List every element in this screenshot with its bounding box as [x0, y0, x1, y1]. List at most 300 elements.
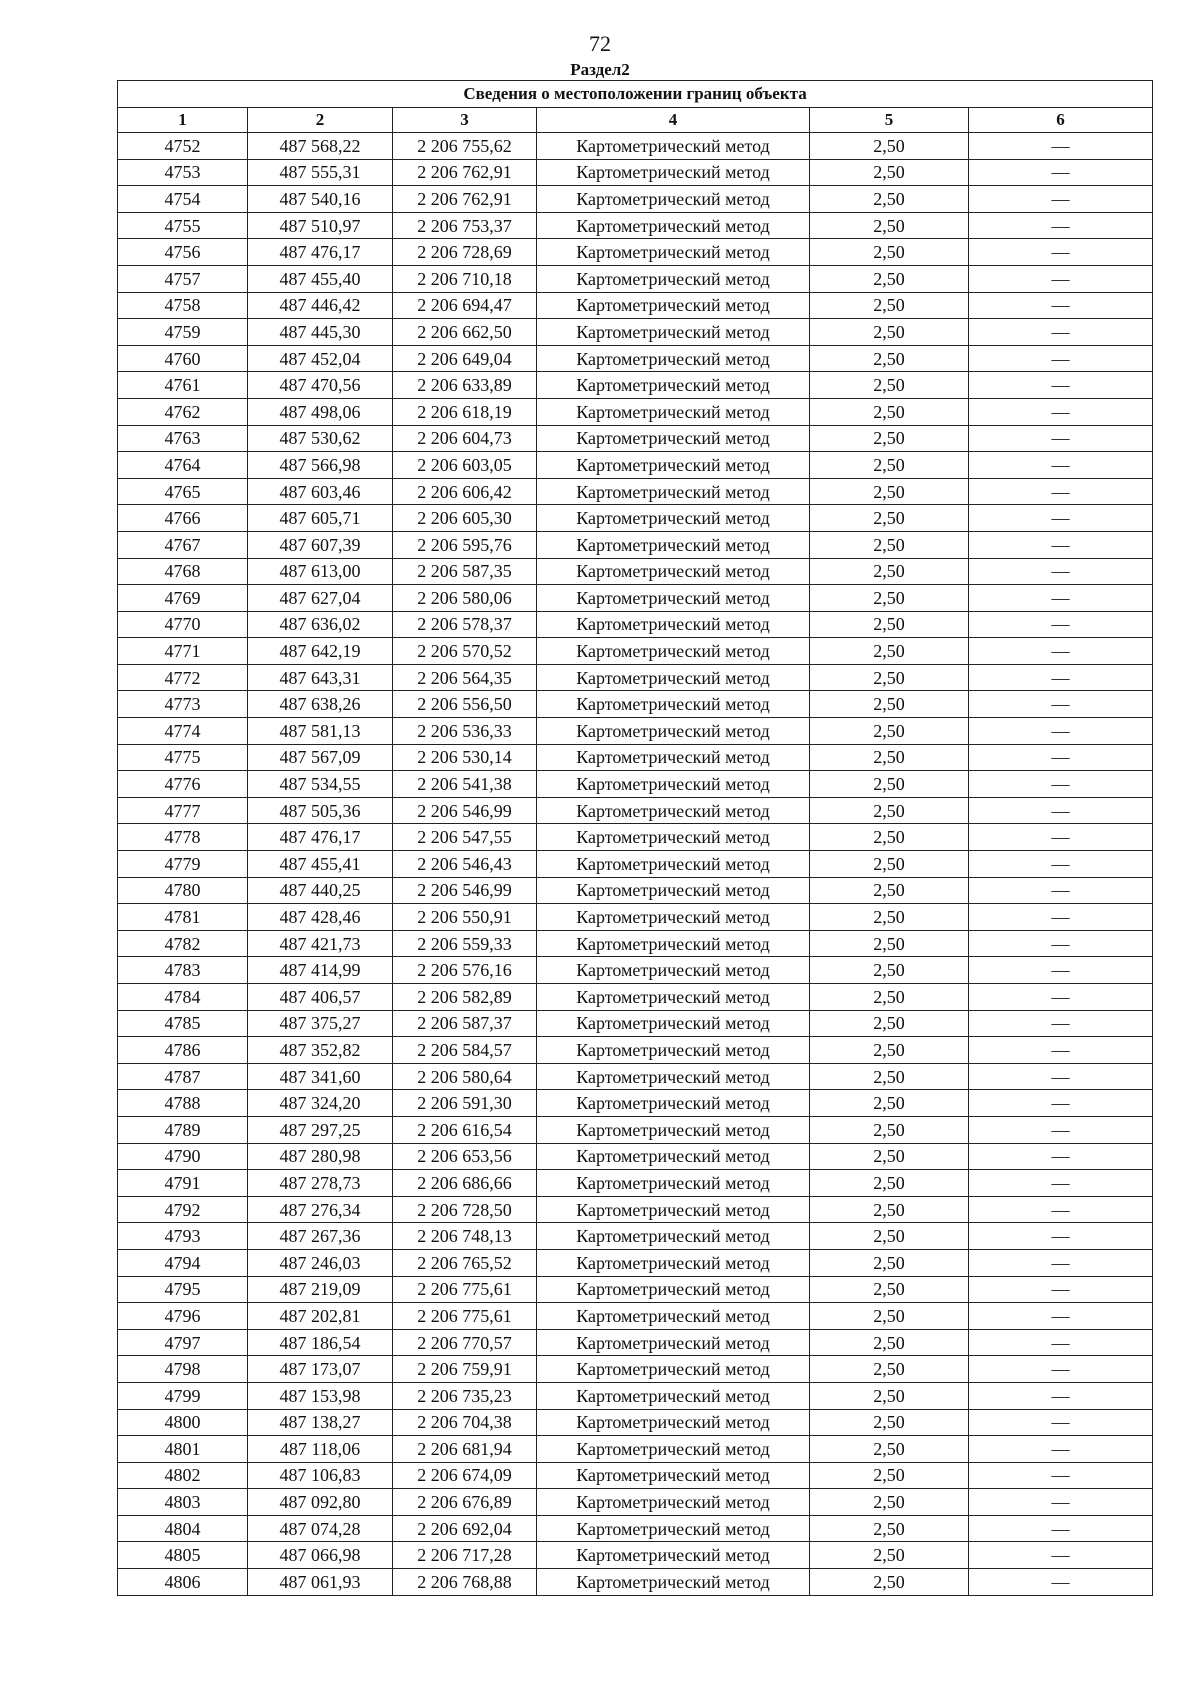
- y-coordinate-cell: 2 206 595,76: [393, 531, 537, 558]
- accuracy-cell: 2,50: [810, 372, 969, 399]
- y-coordinate-cell: 2 206 759,91: [393, 1356, 537, 1383]
- y-coordinate-cell: 2 206 547,55: [393, 824, 537, 851]
- table-row: [118, 345, 1153, 372]
- method-cell: Картометрический метод: [537, 531, 810, 558]
- table-row: [118, 824, 1153, 851]
- table-row: [118, 452, 1153, 479]
- table-row: [118, 1090, 1153, 1117]
- description-cell: —: [969, 1489, 1153, 1516]
- description-cell: —: [969, 478, 1153, 505]
- x-coordinate-cell: 487 567,09: [248, 744, 393, 771]
- description-cell: —: [969, 1382, 1153, 1409]
- x-coordinate-cell: 487 445,30: [248, 319, 393, 346]
- x-coordinate-cell: 487 153,98: [248, 1382, 393, 1409]
- accuracy-cell: 2,50: [810, 239, 969, 266]
- y-coordinate-cell: 2 206 770,57: [393, 1329, 537, 1356]
- accuracy-cell: 2,50: [810, 345, 969, 372]
- description-cell: —: [969, 1276, 1153, 1303]
- method-cell: Картометрический метод: [537, 1542, 810, 1569]
- y-coordinate-cell: 2 206 580,06: [393, 585, 537, 612]
- description-cell: —: [969, 1436, 1153, 1463]
- y-coordinate-cell: 2 206 584,57: [393, 1037, 537, 1064]
- method-cell: Картометрический метод: [537, 718, 810, 745]
- description-cell: —: [969, 824, 1153, 851]
- table-row: [118, 505, 1153, 532]
- method-cell: Картометрический метод: [537, 1010, 810, 1037]
- method-cell: Картометрический метод: [537, 1462, 810, 1489]
- y-coordinate-cell: 2 206 728,69: [393, 239, 537, 266]
- accuracy-cell: 2,50: [810, 292, 969, 319]
- point-number-cell: 4781: [118, 904, 248, 931]
- x-coordinate-cell: 487 530,62: [248, 425, 393, 452]
- x-coordinate-cell: 487 324,20: [248, 1090, 393, 1117]
- x-coordinate-cell: 487 446,42: [248, 292, 393, 319]
- accuracy-cell: 2,50: [810, 1249, 969, 1276]
- description-cell: —: [969, 1223, 1153, 1250]
- description-cell: —: [969, 505, 1153, 532]
- table-row: [118, 744, 1153, 771]
- description-cell: —: [969, 1090, 1153, 1117]
- description-cell: —: [969, 239, 1153, 266]
- accuracy-cell: 2,50: [810, 1462, 969, 1489]
- accuracy-cell: 2,50: [810, 1382, 969, 1409]
- x-coordinate-cell: 487 581,13: [248, 718, 393, 745]
- accuracy-cell: 2,50: [810, 319, 969, 346]
- table-row: [118, 212, 1153, 239]
- table-header: [118, 81, 1153, 133]
- method-cell: Картометрический метод: [537, 824, 810, 851]
- table-caption-row: [118, 81, 1153, 108]
- x-coordinate-cell: 487 246,03: [248, 1249, 393, 1276]
- y-coordinate-cell: 2 206 582,89: [393, 984, 537, 1011]
- point-number-cell: 4765: [118, 478, 248, 505]
- point-number-cell: 4792: [118, 1196, 248, 1223]
- method-cell: Картометрический метод: [537, 345, 810, 372]
- table-row: [118, 319, 1153, 346]
- point-number-cell: 4757: [118, 265, 248, 292]
- x-coordinate-cell: 487 375,27: [248, 1010, 393, 1037]
- y-coordinate-cell: 2 206 735,23: [393, 1382, 537, 1409]
- method-cell: Картометрический метод: [537, 1569, 810, 1596]
- accuracy-cell: 2,50: [810, 1303, 969, 1330]
- point-number-cell: 4767: [118, 531, 248, 558]
- y-coordinate-cell: 2 206 570,52: [393, 638, 537, 665]
- method-cell: Картометрический метод: [537, 638, 810, 665]
- description-cell: —: [969, 797, 1153, 824]
- method-cell: Картометрический метод: [537, 1170, 810, 1197]
- table-row: [118, 611, 1153, 638]
- method-cell: Картометрический метод: [537, 585, 810, 612]
- table-row: [118, 1436, 1153, 1463]
- method-cell: Картометрический метод: [537, 904, 810, 931]
- method-cell: Картометрический метод: [537, 930, 810, 957]
- table-row: [118, 930, 1153, 957]
- accuracy-cell: 2,50: [810, 133, 969, 160]
- method-cell: Картометрический метод: [537, 1143, 810, 1170]
- y-coordinate-cell: 2 206 633,89: [393, 372, 537, 399]
- x-coordinate-cell: 487 352,82: [248, 1037, 393, 1064]
- point-number-cell: 4778: [118, 824, 248, 851]
- accuracy-cell: 2,50: [810, 1569, 969, 1596]
- point-number-cell: 4758: [118, 292, 248, 319]
- y-coordinate-cell: 2 206 692,04: [393, 1515, 537, 1542]
- x-coordinate-cell: 487 555,31: [248, 159, 393, 186]
- point-number-cell: 4752: [118, 133, 248, 160]
- point-number-cell: 4761: [118, 372, 248, 399]
- y-coordinate-cell: 2 206 546,43: [393, 851, 537, 878]
- description-cell: —: [969, 1329, 1153, 1356]
- page-number: 72: [589, 31, 611, 56]
- x-coordinate-cell: 487 505,36: [248, 797, 393, 824]
- table-row: [118, 1569, 1153, 1596]
- y-coordinate-cell: 2 206 616,54: [393, 1116, 537, 1143]
- x-coordinate-cell: 487 267,36: [248, 1223, 393, 1250]
- point-number-cell: 4798: [118, 1356, 248, 1383]
- method-cell: Картометрический метод: [537, 265, 810, 292]
- description-cell: —: [969, 1170, 1153, 1197]
- table-row: [118, 638, 1153, 665]
- description-cell: —: [969, 425, 1153, 452]
- description-cell: —: [969, 1063, 1153, 1090]
- accuracy-cell: 2,50: [810, 1329, 969, 1356]
- point-number-cell: 4791: [118, 1170, 248, 1197]
- description-cell: —: [969, 1196, 1153, 1223]
- x-coordinate-cell: 487 455,41: [248, 851, 393, 878]
- table-row: [118, 1116, 1153, 1143]
- method-cell: Картометрический метод: [537, 1489, 810, 1516]
- method-cell: Картометрический метод: [537, 1090, 810, 1117]
- x-coordinate-cell: 487 406,57: [248, 984, 393, 1011]
- accuracy-cell: 2,50: [810, 851, 969, 878]
- y-coordinate-cell: 2 206 694,47: [393, 292, 537, 319]
- accuracy-cell: 2,50: [810, 186, 969, 213]
- point-number-cell: 4787: [118, 1063, 248, 1090]
- point-number-cell: 4760: [118, 345, 248, 372]
- point-number-cell: 4789: [118, 1116, 248, 1143]
- column-number: 2: [248, 108, 393, 133]
- column-number-row: [118, 108, 1153, 133]
- x-coordinate-cell: 487 638,26: [248, 691, 393, 718]
- accuracy-cell: 2,50: [810, 478, 969, 505]
- point-number-cell: 4790: [118, 1143, 248, 1170]
- method-cell: Картометрический метод: [537, 558, 810, 585]
- accuracy-cell: 2,50: [810, 957, 969, 984]
- point-number-cell: 4774: [118, 718, 248, 745]
- accuracy-cell: 2,50: [810, 1489, 969, 1516]
- method-cell: Картометрический метод: [537, 452, 810, 479]
- method-cell: Картометрический метод: [537, 1356, 810, 1383]
- method-cell: Картометрический метод: [537, 851, 810, 878]
- y-coordinate-cell: 2 206 753,37: [393, 212, 537, 239]
- accuracy-cell: 2,50: [810, 212, 969, 239]
- table-body: [118, 133, 1153, 1596]
- x-coordinate-cell: 487 510,97: [248, 212, 393, 239]
- column-number: 1: [118, 108, 248, 133]
- accuracy-cell: 2,50: [810, 425, 969, 452]
- description-cell: —: [969, 1010, 1153, 1037]
- point-number-cell: 4788: [118, 1090, 248, 1117]
- table-caption: Сведения о местоположении границ объекта: [118, 81, 1153, 108]
- table-row: [118, 292, 1153, 319]
- y-coordinate-cell: 2 206 775,61: [393, 1303, 537, 1330]
- accuracy-cell: 2,50: [810, 265, 969, 292]
- description-cell: —: [969, 851, 1153, 878]
- point-number-cell: 4772: [118, 664, 248, 691]
- description-cell: —: [969, 638, 1153, 665]
- table-row: [118, 1542, 1153, 1569]
- x-coordinate-cell: 487 186,54: [248, 1329, 393, 1356]
- x-coordinate-cell: 487 061,93: [248, 1569, 393, 1596]
- x-coordinate-cell: 487 421,73: [248, 930, 393, 957]
- table-row: [118, 478, 1153, 505]
- x-coordinate-cell: 487 605,71: [248, 505, 393, 532]
- description-cell: —: [969, 611, 1153, 638]
- accuracy-cell: 2,50: [810, 1542, 969, 1569]
- accuracy-cell: 2,50: [810, 531, 969, 558]
- point-number-cell: 4773: [118, 691, 248, 718]
- point-number-cell: 4776: [118, 771, 248, 798]
- accuracy-cell: 2,50: [810, 1436, 969, 1463]
- point-number-cell: 4801: [118, 1436, 248, 1463]
- accuracy-cell: 2,50: [810, 585, 969, 612]
- description-cell: —: [969, 664, 1153, 691]
- accuracy-cell: 2,50: [810, 1037, 969, 1064]
- x-coordinate-cell: 487 118,06: [248, 1436, 393, 1463]
- description-cell: —: [969, 771, 1153, 798]
- table-row: [118, 1462, 1153, 1489]
- x-coordinate-cell: 487 627,04: [248, 585, 393, 612]
- y-coordinate-cell: 2 206 704,38: [393, 1409, 537, 1436]
- y-coordinate-cell: 2 206 604,73: [393, 425, 537, 452]
- x-coordinate-cell: 487 607,39: [248, 531, 393, 558]
- table-row: [118, 372, 1153, 399]
- description-cell: —: [969, 1356, 1153, 1383]
- description-cell: —: [969, 957, 1153, 984]
- accuracy-cell: 2,50: [810, 611, 969, 638]
- table-row: [118, 425, 1153, 452]
- table-row: [118, 718, 1153, 745]
- point-number-cell: 4764: [118, 452, 248, 479]
- y-coordinate-cell: 2 206 587,35: [393, 558, 537, 585]
- method-cell: Картометрический метод: [537, 771, 810, 798]
- table-row: [118, 877, 1153, 904]
- x-coordinate-cell: 487 219,09: [248, 1276, 393, 1303]
- y-coordinate-cell: 2 206 662,50: [393, 319, 537, 346]
- table-row: [118, 239, 1153, 266]
- point-number-cell: 4775: [118, 744, 248, 771]
- description-cell: —: [969, 1462, 1153, 1489]
- description-cell: —: [969, 1409, 1153, 1436]
- point-number-cell: 4800: [118, 1409, 248, 1436]
- point-number-cell: 4756: [118, 239, 248, 266]
- y-coordinate-cell: 2 206 556,50: [393, 691, 537, 718]
- x-coordinate-cell: 487 138,27: [248, 1409, 393, 1436]
- y-coordinate-cell: 2 206 618,19: [393, 398, 537, 425]
- column-number: 5: [810, 108, 969, 133]
- accuracy-cell: 2,50: [810, 638, 969, 665]
- table-row: [118, 797, 1153, 824]
- x-coordinate-cell: 487 066,98: [248, 1542, 393, 1569]
- method-cell: Картометрический метод: [537, 239, 810, 266]
- point-number-cell: 4799: [118, 1382, 248, 1409]
- table-row: [118, 1143, 1153, 1170]
- point-number-cell: 4795: [118, 1276, 248, 1303]
- method-cell: Картометрический метод: [537, 1276, 810, 1303]
- method-cell: Картометрический метод: [537, 1063, 810, 1090]
- y-coordinate-cell: 2 206 530,14: [393, 744, 537, 771]
- description-cell: —: [969, 319, 1153, 346]
- y-coordinate-cell: 2 206 768,88: [393, 1569, 537, 1596]
- y-coordinate-cell: 2 206 587,37: [393, 1010, 537, 1037]
- method-cell: Картометрический метод: [537, 611, 810, 638]
- description-cell: —: [969, 452, 1153, 479]
- point-number-cell: 4782: [118, 930, 248, 957]
- table-row: [118, 1303, 1153, 1330]
- x-coordinate-cell: 487 428,46: [248, 904, 393, 931]
- point-number-cell: 4769: [118, 585, 248, 612]
- y-coordinate-cell: 2 206 748,13: [393, 1223, 537, 1250]
- y-coordinate-cell: 2 206 674,09: [393, 1462, 537, 1489]
- point-number-cell: 4755: [118, 212, 248, 239]
- description-cell: —: [969, 877, 1153, 904]
- table-row: [118, 1037, 1153, 1064]
- table-row: [118, 1223, 1153, 1250]
- method-cell: Картометрический метод: [537, 1196, 810, 1223]
- x-coordinate-cell: 487 341,60: [248, 1063, 393, 1090]
- x-coordinate-cell: 487 280,98: [248, 1143, 393, 1170]
- point-number-cell: 4794: [118, 1249, 248, 1276]
- point-number-cell: 4804: [118, 1515, 248, 1542]
- accuracy-cell: 2,50: [810, 1356, 969, 1383]
- description-cell: —: [969, 398, 1153, 425]
- table-row: [118, 1249, 1153, 1276]
- method-cell: Картометрический метод: [537, 319, 810, 346]
- point-number-cell: 4797: [118, 1329, 248, 1356]
- description-cell: —: [969, 585, 1153, 612]
- point-number-cell: 4784: [118, 984, 248, 1011]
- method-cell: Картометрический метод: [537, 212, 810, 239]
- point-number-cell: 4779: [118, 851, 248, 878]
- description-cell: —: [969, 372, 1153, 399]
- table-row: [118, 558, 1153, 585]
- y-coordinate-cell: 2 206 605,30: [393, 505, 537, 532]
- table-row: [118, 851, 1153, 878]
- description-cell: —: [969, 265, 1153, 292]
- accuracy-cell: 2,50: [810, 1196, 969, 1223]
- y-coordinate-cell: 2 206 755,62: [393, 133, 537, 160]
- accuracy-cell: 2,50: [810, 930, 969, 957]
- x-coordinate-cell: 487 642,19: [248, 638, 393, 665]
- y-coordinate-cell: 2 206 578,37: [393, 611, 537, 638]
- accuracy-cell: 2,50: [810, 1063, 969, 1090]
- point-number-cell: 4766: [118, 505, 248, 532]
- table-row: [118, 1196, 1153, 1223]
- accuracy-cell: 2,50: [810, 1223, 969, 1250]
- boundary-coordinates-table: [117, 80, 1153, 1596]
- point-number-cell: 4771: [118, 638, 248, 665]
- point-number-cell: 4793: [118, 1223, 248, 1250]
- table-row: [118, 1276, 1153, 1303]
- table-row: [118, 664, 1153, 691]
- point-number-cell: 4802: [118, 1462, 248, 1489]
- description-cell: —: [969, 1515, 1153, 1542]
- accuracy-cell: 2,50: [810, 1276, 969, 1303]
- x-coordinate-cell: 487 173,07: [248, 1356, 393, 1383]
- description-cell: —: [969, 133, 1153, 160]
- description-cell: —: [969, 345, 1153, 372]
- point-number-cell: 4768: [118, 558, 248, 585]
- x-coordinate-cell: 487 074,28: [248, 1515, 393, 1542]
- point-number-cell: 4780: [118, 877, 248, 904]
- x-coordinate-cell: 487 603,46: [248, 478, 393, 505]
- table-row: [118, 159, 1153, 186]
- table-row: [118, 531, 1153, 558]
- x-coordinate-cell: 487 534,55: [248, 771, 393, 798]
- method-cell: Картометрический метод: [537, 372, 810, 399]
- table-row: [118, 1329, 1153, 1356]
- y-coordinate-cell: 2 206 559,33: [393, 930, 537, 957]
- y-coordinate-cell: 2 206 603,05: [393, 452, 537, 479]
- x-coordinate-cell: 487 476,17: [248, 239, 393, 266]
- y-coordinate-cell: 2 206 775,61: [393, 1276, 537, 1303]
- method-cell: Картометрический метод: [537, 691, 810, 718]
- x-coordinate-cell: 487 092,80: [248, 1489, 393, 1516]
- method-cell: Картометрический метод: [537, 1515, 810, 1542]
- method-cell: Картометрический метод: [537, 478, 810, 505]
- y-coordinate-cell: 2 206 546,99: [393, 797, 537, 824]
- x-coordinate-cell: 487 276,34: [248, 1196, 393, 1223]
- method-cell: Картометрический метод: [537, 1436, 810, 1463]
- method-cell: Картометрический метод: [537, 957, 810, 984]
- y-coordinate-cell: 2 206 541,38: [393, 771, 537, 798]
- table-row: [118, 1409, 1153, 1436]
- method-cell: Картометрический метод: [537, 159, 810, 186]
- accuracy-cell: 2,50: [810, 664, 969, 691]
- description-cell: —: [969, 1303, 1153, 1330]
- x-coordinate-cell: 487 613,00: [248, 558, 393, 585]
- accuracy-cell: 2,50: [810, 771, 969, 798]
- accuracy-cell: 2,50: [810, 1116, 969, 1143]
- y-coordinate-cell: 2 206 676,89: [393, 1489, 537, 1516]
- accuracy-cell: 2,50: [810, 1409, 969, 1436]
- accuracy-cell: 2,50: [810, 824, 969, 851]
- x-coordinate-cell: 487 278,73: [248, 1170, 393, 1197]
- y-coordinate-cell: 2 206 710,18: [393, 265, 537, 292]
- table-row: [118, 1356, 1153, 1383]
- accuracy-cell: 2,50: [810, 718, 969, 745]
- method-cell: Картометрический метод: [537, 1223, 810, 1250]
- accuracy-cell: 2,50: [810, 877, 969, 904]
- description-cell: —: [969, 1569, 1153, 1596]
- description-cell: —: [969, 718, 1153, 745]
- description-cell: —: [969, 1143, 1153, 1170]
- x-coordinate-cell: 487 568,22: [248, 133, 393, 160]
- point-number-cell: 4763: [118, 425, 248, 452]
- method-cell: Картометрический метод: [537, 877, 810, 904]
- method-cell: Картометрический метод: [537, 505, 810, 532]
- accuracy-cell: 2,50: [810, 904, 969, 931]
- description-cell: —: [969, 292, 1153, 319]
- accuracy-cell: 2,50: [810, 797, 969, 824]
- accuracy-cell: 2,50: [810, 691, 969, 718]
- y-coordinate-cell: 2 206 576,16: [393, 957, 537, 984]
- table-row: [118, 585, 1153, 612]
- table-row: [118, 133, 1153, 160]
- point-number-cell: 4786: [118, 1037, 248, 1064]
- x-coordinate-cell: 487 470,56: [248, 372, 393, 399]
- x-coordinate-cell: 487 476,17: [248, 824, 393, 851]
- x-coordinate-cell: 487 455,40: [248, 265, 393, 292]
